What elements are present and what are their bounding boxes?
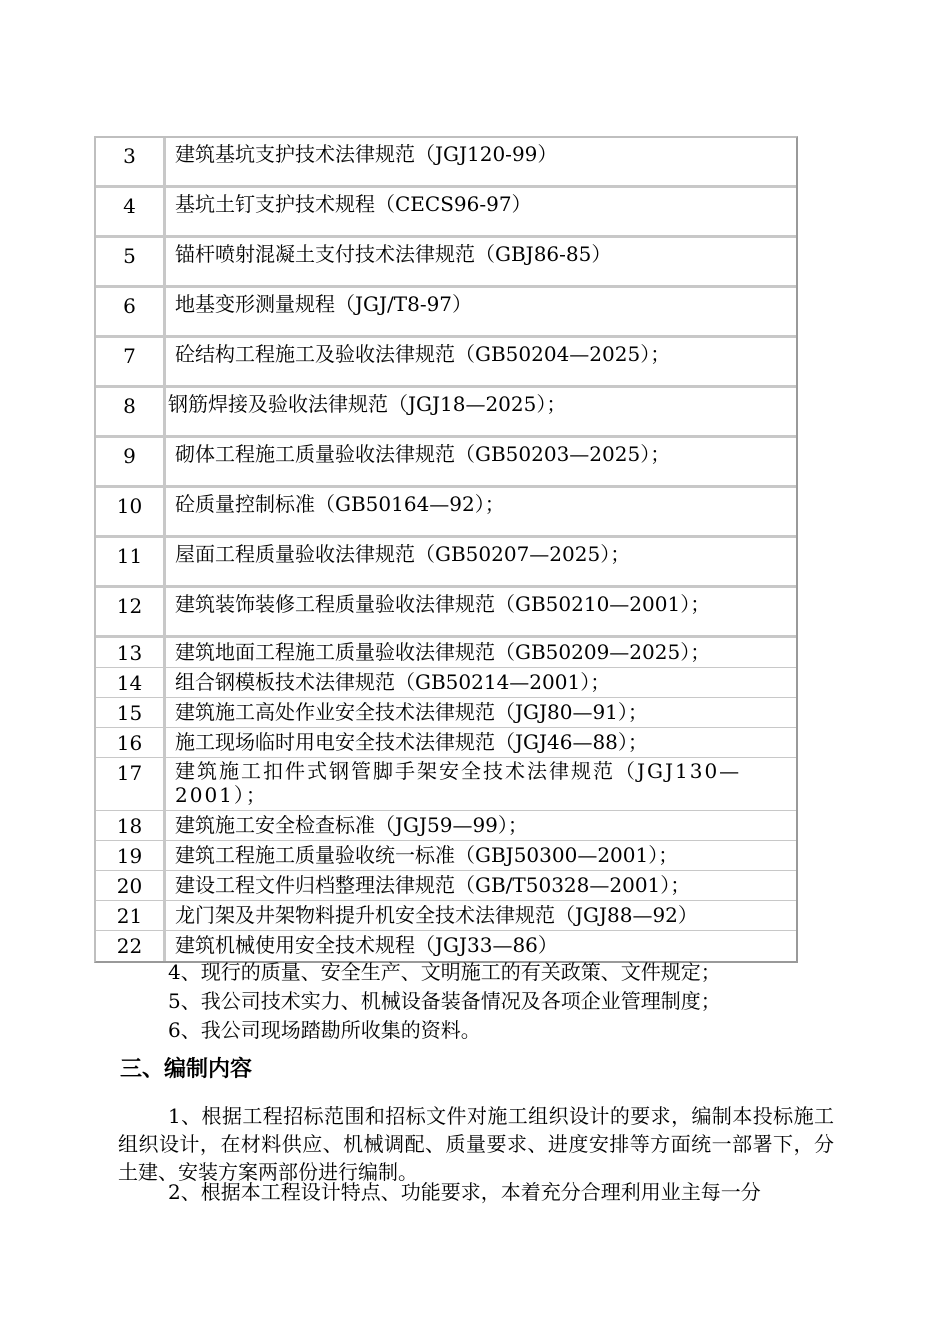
standard-name: 砼质量控制标准（GB50164—92）； [175,492,505,516]
paragraph: 2、根据本工程设计特点、功能要求，本着充分合理利用业主每一分 [168,1180,761,1204]
table-row [96,871,796,901]
list-item: 4、现行的质量、安全生产、文明施工的有关政策、文件规定； [168,960,721,984]
table-row [96,288,796,338]
row-number: 20 [96,871,166,900]
row-number: 14 [96,668,166,697]
table-row [96,588,796,638]
row-number: 6 [96,288,166,335]
standard-name: 建设工程文件归档整理法律规范（GB/T50328—2001）； [175,873,691,897]
row-number: 4 [96,188,166,235]
standard-name: 钢筋焊接及验收法律规范（JGJ18—2025）； [168,392,567,416]
standard-name: 施工现场临时用电安全技术法律规范（JGJ46—88）； [175,730,648,754]
standard-name: 锚杆喷射混凝土支付技术法律规范（GBJ86-85） [175,242,612,266]
table-row [96,901,796,931]
row-number: 9 [96,438,166,485]
standard-name: 建筑施工高处作业安全技术法律规范（JGJ80—91）； [175,700,648,724]
row-number: 16 [96,728,166,757]
standard-name: 组合钢模板技术法律规范（GB50214—2001）； [175,670,611,694]
row-number: 19 [96,841,166,870]
table-row [96,238,796,288]
table-row [96,931,796,961]
basis-list [168,958,721,1045]
table-row [96,338,796,388]
list-item: 5、我公司技术实力、机械设备装备情况及各项企业管理制度； [168,989,721,1013]
row-number: 18 [96,811,166,840]
row-number: 15 [96,698,166,727]
standard-name: 基坑土钉支护技术规程（CECS96-97） [175,192,532,216]
table-row [96,758,796,811]
standard-name: 砼结构工程施工及验收法律规范（GB50204—2025）； [175,342,671,366]
row-number: 21 [96,901,166,930]
row-number: 3 [96,138,166,185]
standard-name: 建筑装饰装修工程质量验收法律规范（GB50210—2001）； [175,592,711,616]
table-row [96,668,796,698]
table-row [96,841,796,871]
standard-name: 龙门架及井架物料提升机安全技术法律规范（JGJ88—92） [175,903,698,927]
row-number: 12 [96,588,166,635]
row-number: 10 [96,488,166,535]
list-item: 6、我公司现场踏勘所收集的资料。 [168,1018,481,1042]
table-row [96,388,796,438]
table-row [96,811,796,841]
standard-name: 建筑施工安全检查标准（JGJ59—99）； [175,813,528,837]
standard-name: 建筑工程施工质量验收统一标准（GBJ50300—2001）； [175,843,679,867]
standard-name: 建筑施工扣件式钢管脚手架安全技术法律规范（JGJ130—2001）； [175,759,742,807]
table-row [96,638,796,668]
standard-name: 砌体工程施工质量验收法律规范（GB50203—2025）； [175,442,671,466]
table-row [96,438,796,488]
row-number: 13 [96,638,166,667]
standard-name: 建筑机械使用安全技术规程（JGJ33—86） [175,933,558,957]
row-number: 7 [96,338,166,385]
row-number: 11 [96,538,166,585]
row-number: 5 [96,238,166,285]
table-row [96,188,796,238]
table-row [96,538,796,588]
standard-name: 建筑基坑支护技术法律规范（JGJ120-99） [175,142,558,166]
row-number: 17 [96,758,166,810]
standard-name: 建筑地面工程施工质量验收法律规范（GB50209—2025）； [175,640,711,664]
paragraph: 1、根据工程招标范围和招标文件对施工组织设计的要求，编制本投标施工组织设计，在材料供应、机械调配、质量要求、进度安排等方面统一部署下，分土建、安装方案两部份进行编制。 [118,1104,834,1184]
standard-name: 屋面工程质量验收法律规范（GB50207—2025）； [175,542,631,566]
standard-name: 地基变形测量规程（JGJ/T8-97） [175,292,473,316]
standards-table [94,136,798,963]
table-row [96,698,796,728]
table-row [96,728,796,758]
table-row [96,488,796,538]
table-row [96,138,796,188]
row-number: 22 [96,931,166,961]
section-heading: 三、编制内容 [120,1057,253,1082]
row-number: 8 [96,388,166,435]
